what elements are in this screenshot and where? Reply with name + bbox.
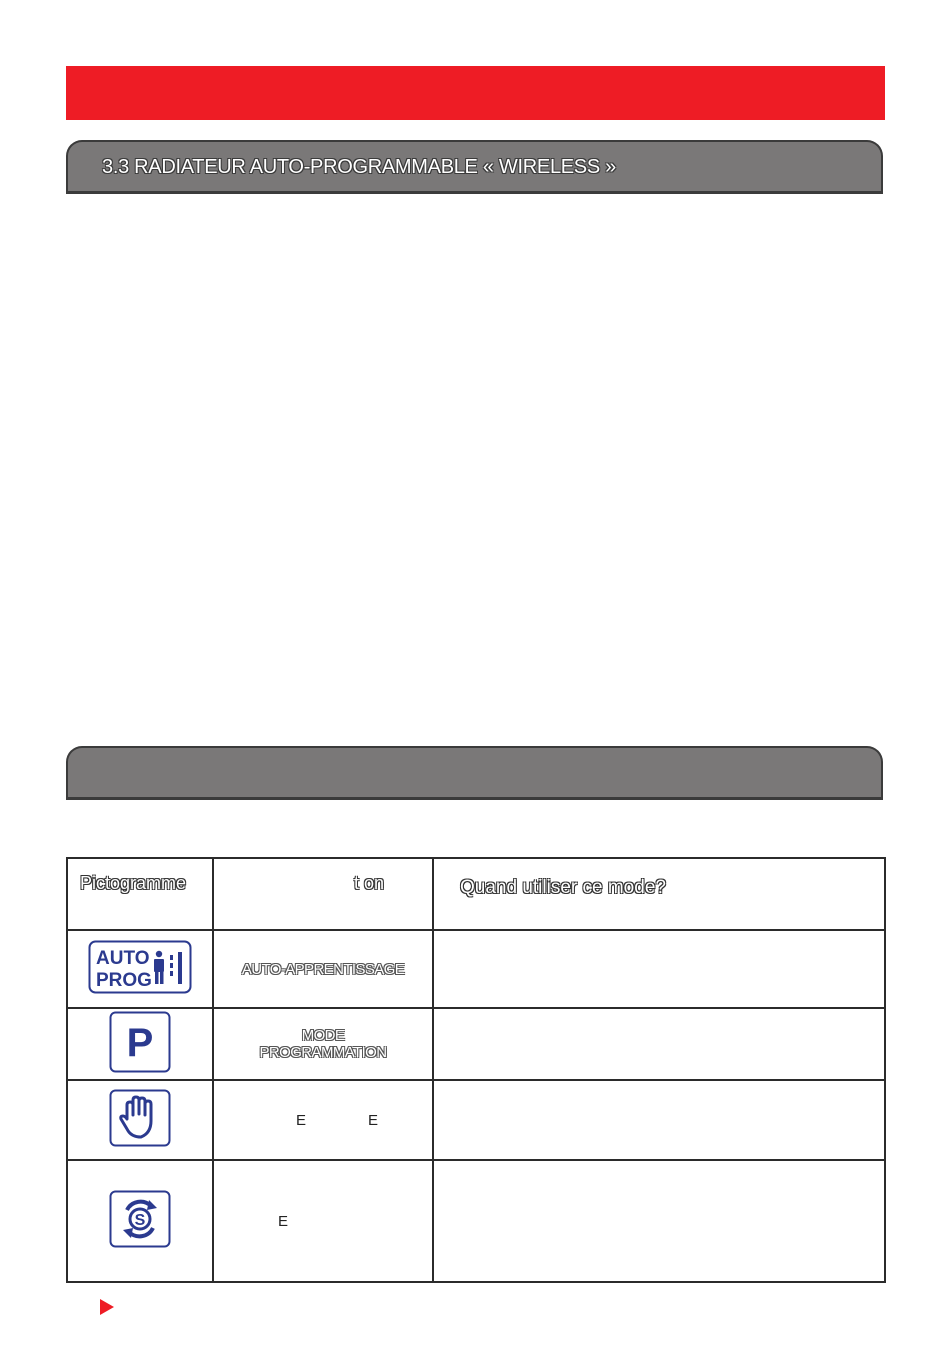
row-when-cell [433, 1008, 885, 1080]
header-pictogram: Pictogramme [67, 858, 213, 930]
mode-label: AUTO-APPRENTISSAGE [241, 960, 405, 978]
section-header-tab [66, 140, 883, 194]
svg-text:PROG: PROG [96, 969, 152, 991]
manual-hand-icon [109, 1089, 171, 1147]
header-red-band [66, 66, 885, 120]
mode-label-fragment: E [278, 1213, 289, 1230]
row-mode-cell [213, 1008, 433, 1080]
row-when-cell [433, 930, 885, 1008]
svg-text:P: P [126, 1020, 154, 1065]
row-when-cell [433, 1080, 885, 1160]
row-icon-cell [67, 1160, 213, 1282]
svg-text:AUTO: AUTO [96, 947, 150, 969]
programming-p-icon [109, 1011, 171, 1073]
row-icon-cell [67, 1080, 213, 1160]
mode-label-line-2: PROGRAMMATION [259, 1044, 387, 1061]
auto-prog-icon [88, 940, 192, 994]
row-mode-cell [213, 1160, 433, 1282]
row-mode-cell [213, 1080, 433, 1160]
table-section-header-tab [66, 746, 883, 800]
header-when: Quand utiliser ce mode? [433, 858, 885, 930]
modes-table [66, 857, 886, 1283]
table-header-row [67, 858, 885, 930]
row-icon-cell [67, 930, 213, 1008]
table-row [67, 1080, 885, 1160]
header-function: t on [213, 858, 433, 930]
row-when-cell [433, 1160, 885, 1282]
mode-label-line-1: MODE [301, 1027, 345, 1044]
table-row [67, 930, 885, 1008]
mode-label-fragment-2: E [368, 1112, 379, 1129]
svg-text:S: S [134, 1211, 146, 1229]
section-title: 3.3 RADIATEUR AUTO-PROGRAMMABLE « WIRELESS » [102, 156, 616, 178]
red-arrow-bullet-icon [100, 1299, 114, 1315]
row-icon-cell [67, 1008, 213, 1080]
table-row [67, 1160, 885, 1282]
standby-s-icon [109, 1190, 171, 1248]
mode-label-fragment-1: E [296, 1112, 307, 1129]
row-mode-cell [213, 930, 433, 1008]
table-row [67, 1008, 885, 1080]
